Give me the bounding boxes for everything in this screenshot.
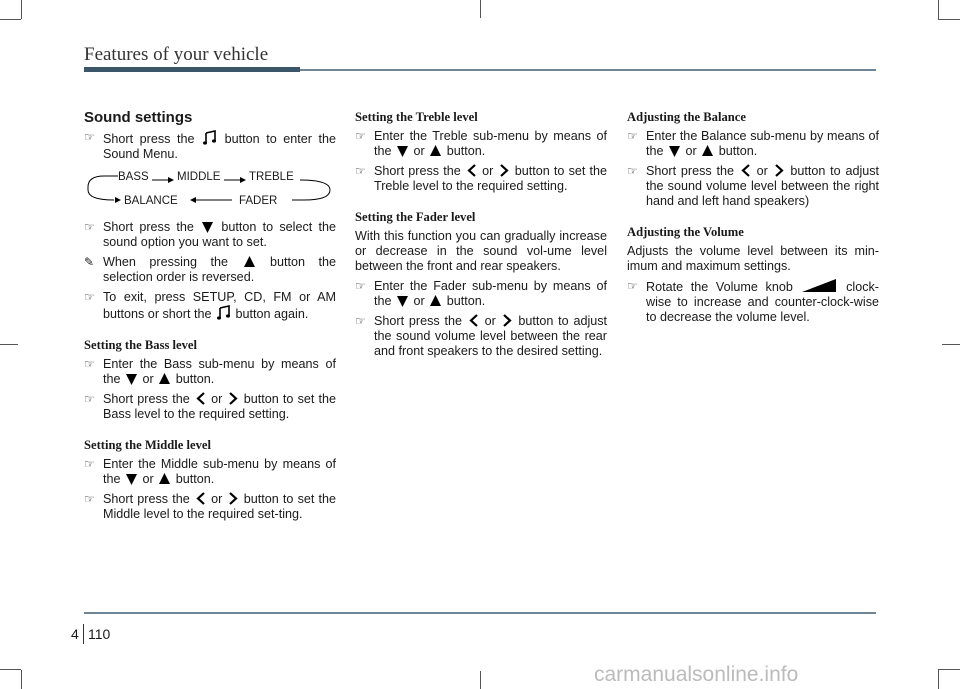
pointing-hand-icon: ☞: [355, 129, 366, 143]
bullet-item: ☞ Enter the Treble sub-menu by means of the or button.: [355, 129, 607, 158]
pointing-hand-icon: ☞: [355, 279, 366, 293]
column-1: [84, 110, 336, 527]
chevron-right-icon: [503, 314, 512, 327]
chevron-left-icon: [469, 314, 478, 327]
footer-rule: [84, 612, 876, 614]
pointing-hand-icon: ☞: [627, 164, 638, 178]
triangle-down-icon: [669, 145, 680, 157]
flow-middle: MIDDLE: [177, 171, 221, 183]
pointing-hand-icon: ☞: [84, 392, 95, 406]
note-item: ✎ When pressing the button the selection order is reversed.: [84, 255, 337, 284]
subsection-heading: Setting the Fader level: [355, 210, 476, 224]
music-note-icon: [203, 130, 216, 145]
subsection-heading: Adjusting the Balance: [627, 110, 746, 124]
triangle-down-icon: [397, 145, 408, 157]
page-number: 110: [88, 626, 111, 642]
triangle-up-icon: [244, 256, 255, 268]
registration-mark: [480, 671, 481, 689]
triangle-down-icon: [126, 373, 137, 385]
pointing-hand-icon: ☞: [355, 164, 366, 178]
pointing-hand-icon: ☞: [84, 357, 95, 371]
bullet-item: ☞ Enter the Fader sub-menu by means of the or button.: [355, 279, 607, 308]
volume-wedge-icon: [802, 279, 836, 293]
pointing-hand-icon: ☞: [84, 457, 95, 471]
chevron-left-icon: [196, 392, 205, 405]
music-note-icon: [217, 305, 230, 320]
flow-balance: BALANCE: [124, 195, 178, 207]
chevron-right-icon: [775, 164, 784, 177]
bullet-item: ☞ To exit, press SETUP, CD, FM or AM buttons or short the button again.: [84, 290, 336, 321]
watermark: carmanualsonline.info: [594, 663, 799, 686]
triangle-down-icon: [126, 473, 137, 485]
subsection-heading: Setting the Bass level: [84, 338, 197, 352]
chevron-left-icon: [467, 164, 476, 177]
bullet-item: ☞ Enter the Middle sub-menu by means of the or button.: [84, 457, 336, 486]
pointing-hand-icon: ☞: [84, 130, 95, 144]
triangle-down-icon: [397, 295, 408, 307]
crop-mark: [938, 0, 939, 19]
triangle-up-icon: [159, 473, 170, 485]
pointing-hand-icon: ☞: [84, 290, 95, 304]
subsection-heading: Adjusting the Volume: [627, 225, 744, 239]
header-rule: [300, 69, 876, 71]
sound-menu-flow-diagram: [84, 168, 336, 210]
section-number: 4: [71, 626, 79, 642]
bullet-item: ☞ Short press the button to enter the Sound Menu.: [84, 130, 337, 161]
bullet-item: ☞ Enter the Balance sub-menu by means of the or button.: [627, 129, 879, 158]
bullet-item: ☞ Short press the or button to adjust the sound volume level between the right hand and left hand speakers): [627, 164, 880, 208]
registration-mark: [0, 344, 18, 345]
crop-mark: [938, 19, 960, 20]
pointing-hand-icon: ☞: [627, 129, 638, 143]
triangle-up-icon: [702, 145, 713, 157]
bullet-item: ☞ Short press the or button to set the Bass level to the required setting.: [84, 392, 337, 421]
chevron-left-icon: [741, 164, 750, 177]
triangle-up-icon: [159, 373, 170, 385]
bullet-item: ☞ Short press the or button to adjust the sound volume level between the rear and front speakers to the desired setting.: [355, 314, 608, 358]
registration-mark: [480, 0, 481, 18]
header-rule-accent: [84, 67, 300, 72]
section-heading: Sound settings: [84, 109, 193, 126]
subsection-heading: Setting the Treble level: [355, 110, 478, 124]
column-3: [627, 110, 879, 330]
registration-mark: [942, 344, 960, 345]
chevron-right-icon: [500, 164, 509, 177]
crop-mark: [21, 670, 22, 689]
bullet-item: ☞ Short press the or button to set the Middle level to the required set-ting.: [84, 492, 337, 521]
crop-mark: [0, 19, 21, 20]
body-text: Adjusts the volume level between its min-imum and maximum settings.: [627, 244, 879, 273]
crop-mark: [938, 669, 960, 670]
triangle-up-icon: [430, 145, 441, 157]
triangle-down-icon: [202, 221, 213, 233]
bullet-item: ☞ Short press the or button to set the Treble level to the required setting.: [355, 164, 608, 193]
bullet-item: ☞ Rotate the Volume knob clock-wise to increase and counter-clock-wise to decrease the volume level.: [627, 279, 879, 324]
pointing-hand-icon: ☞: [84, 492, 95, 506]
bullet-item: ☞ Short press the button to select the sound option you want to set.: [84, 220, 337, 249]
pointing-hand-icon: ☞: [84, 220, 95, 234]
chevron-right-icon: [229, 492, 238, 505]
crop-mark: [21, 0, 22, 19]
crop-mark: [0, 669, 21, 670]
chevron-right-icon: [229, 392, 238, 405]
bullet-item: ☞ Enter the Bass sub-menu by means of the or button.: [84, 357, 336, 386]
page-header: Features of your vehicle: [84, 44, 269, 65]
pointing-hand-icon: ☞: [627, 279, 638, 293]
flow-fader: FADER: [239, 195, 278, 207]
body-text: With this function you can gradually increase or decrease in the sound vol-ume level between the front and rear speakers.: [355, 229, 607, 273]
pointing-hand-icon: ☞: [355, 314, 366, 328]
crop-mark: [938, 670, 939, 689]
chevron-left-icon: [196, 492, 205, 505]
flow-treble: TREBLE: [249, 171, 294, 183]
triangle-up-icon: [430, 295, 441, 307]
subsection-heading: Setting the Middle level: [84, 438, 211, 452]
column-2: [355, 110, 607, 364]
note-pencil-icon: ✎: [84, 255, 95, 269]
flow-bass: BASS: [118, 171, 149, 183]
page-number-divider: [83, 624, 84, 644]
